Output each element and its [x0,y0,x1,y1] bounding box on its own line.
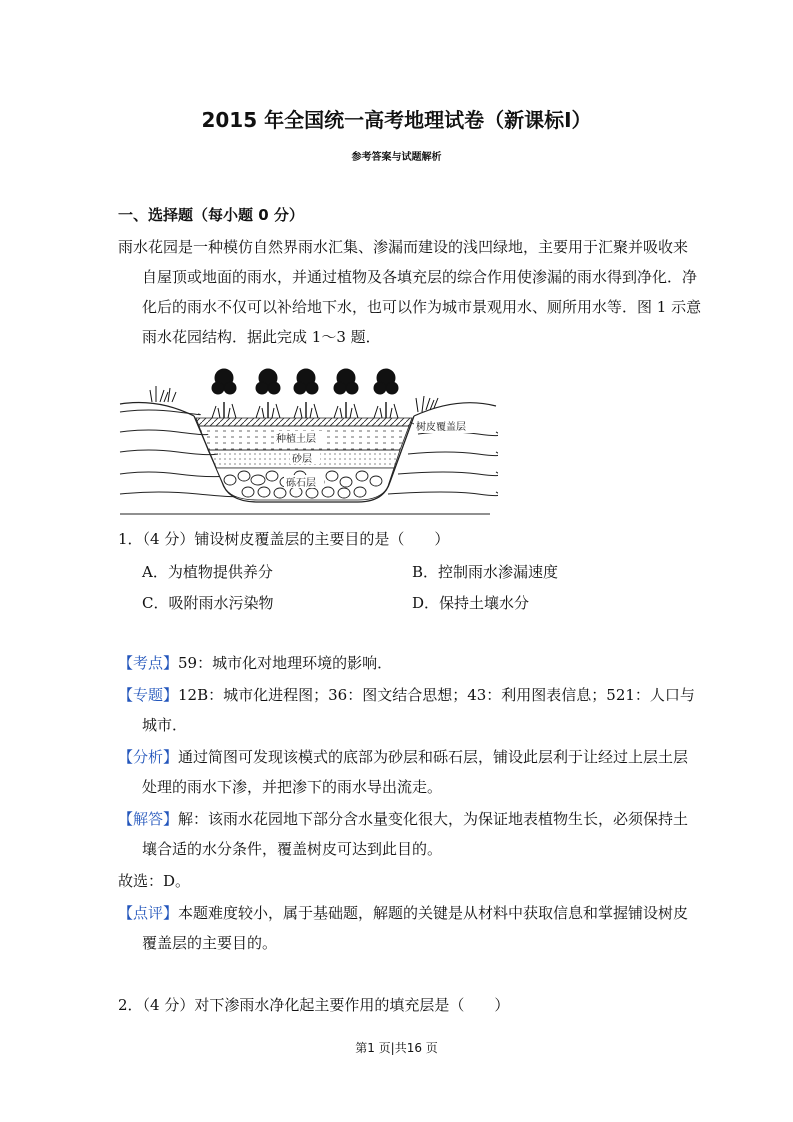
section-heading: 一、选择题（每小题 0 分） [118,206,304,224]
question-2-stem: 2．（4 分）对下渗雨水净化起主要作用的填充层是（ ） [118,996,510,1014]
q1-option-a: A．为植物提供养分 [142,563,273,581]
kaodian-line [118,648,702,678]
intro-paragraph: 雨水花园是一种模仿自然界雨水汇集、渗漏而建设的浅凹绿地，主要用于汇聚并吸收来自屋顶或地面的雨水，并通过植物及各填充层的综合作用使渗漏的雨水得到净化．净化后的雨水不仅可以补给地下水，也可以作为城市景观用水、厕所用水等．图 1 示意雨水花园结构．据此完成 1～3 题． [118,238,702,346]
kaodian-text: 59：城市化对地理环境的影响． [178,654,393,672]
question-1-stem: 1．（4 分）铺设树皮覆盖层的主要目的是（ ） [118,530,450,548]
fenxi-text: 通过简图可发现该模式的底部为砂层和砾石层，铺设此层利于让经过上层土层处理的雨水下渗，并把渗下的雨水导出流走。 [142,748,689,796]
jieda-text: 解：该雨水花园地下部分含水量变化很大，为保证地表植物生长，必须保持土壤合适的水分条件，覆盖树皮可达到此目的。 [142,810,689,858]
answer-line: 故选：D。 [118,872,191,890]
label-soil: 种植土层 [276,434,316,445]
kaodian-tag: 【考点】 [118,654,179,672]
label-sand: 砂层 [292,454,312,465]
q1-option-b: B．控制雨水渗漏速度 [412,563,559,581]
dianping-tag: 【点评】 [118,904,179,922]
zhuanti-line [118,680,702,740]
page-subtitle: 参考答案与试题解析 [351,152,442,163]
rain-garden-figure [118,362,498,518]
fenxi-tag: 【分析】 [118,748,179,766]
jieda-tag: 【解答】 [118,810,179,828]
jieda-line [118,804,702,864]
label-bark: 树皮覆盖层 [416,422,466,433]
label-gravel: 砾石层 [286,478,316,489]
dianping-line [118,898,702,958]
page-title: 2015 年全国统一高考地理试卷（新课标Ⅰ） [201,108,592,132]
zhuanti-tag: 【专题】 [118,686,179,704]
fenxi-line [118,742,702,802]
q1-option-d: D．保持土壤水分 [412,594,530,612]
zhuanti-text: 12B：城市化进程图；36：图文结合思想；43：利用图表信息；521：人口与城市． [142,686,695,734]
page-footer: 第1 页|共16 页 [355,1041,438,1055]
dianping-text: 本题难度较小，属于基础题，解题的关键是从材料中获取信息和掌握铺设树皮覆盖层的主要目的。 [142,904,689,952]
q1-option-c: C．吸附雨水污染物 [142,594,274,612]
